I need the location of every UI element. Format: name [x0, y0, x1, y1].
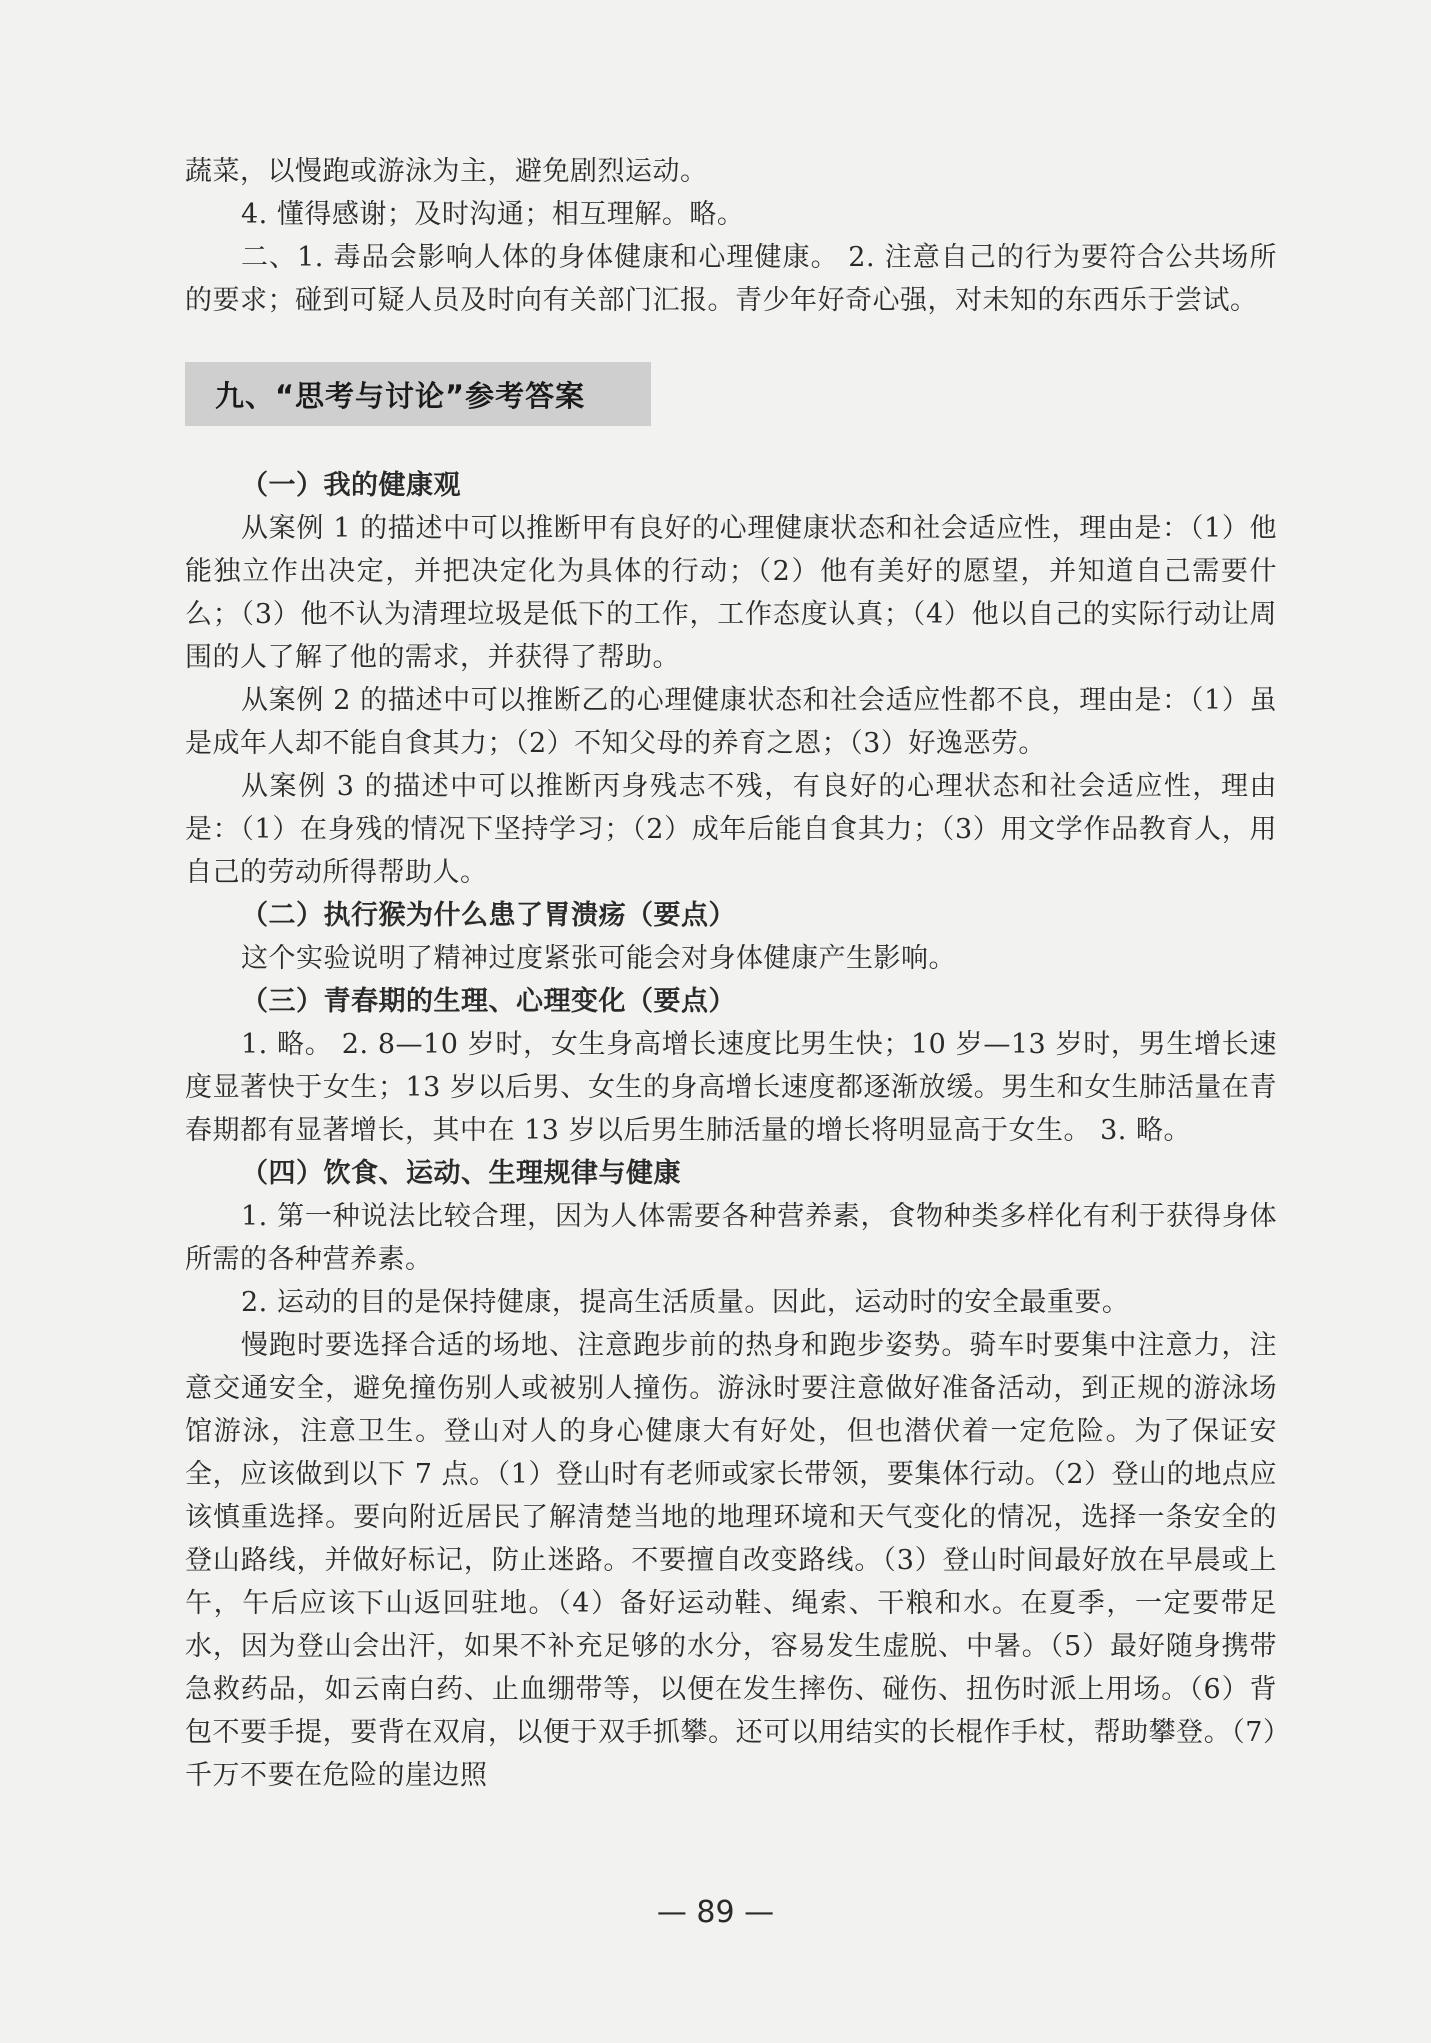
paragraph: 慢跑时要选择合适的场地、注意跑步前的热身和跑步姿势。骑车时要集中注意力，注意交通安全，避免撞伤别人或被别人撞伤。游泳时要注意做好准备活动，到正规的游泳场馆游泳，注意卫生。登山对人的身心健康大有好处，但也潜伏着一定危险。为了保证安全，应该做到以下 7 点。（1）登山时有老师或家长带领，要集体行动。（2）登山的地点应该慎重选择。要向附近居民了解清楚当地的地理环境和天气变化的情况，选择一条安全的登山路线，并做好标记，防止迷路。不要擅自改变路线。（3）登山时间最好放在早晨或上午，午后应该下山返回驻地。（4）备好运动鞋、绳索、干粮和水。在夏季，一定要带足水，因为登山会出汗，如果不补充足够的水分，容易发生虚脱、中暑。（5）最好随身携带急救药品，如云南白药、止血绷带等，以便在发生摔伤、碰伤、扭伤时派上用场。（6）背包不要手提，要背在双肩，以便于双手抓攀。还可以用结实的长棍作手杖，帮助攀登。（7）千万不要在危险的崖边照	[185, 1330, 1277, 1791]
answer-item: 4. 懂得感谢；及时沟通；相互理解。略。	[241, 199, 745, 230]
paragraph: 2. 运动的目的是保持健康，提高生活质量。因此，运动时的安全最重要。	[241, 1287, 1130, 1318]
paragraph: 从案例 3 的描述中可以推断丙身残志不残，有良好的心理状态和社会适应性，理由是：（1）在身残的情况下坚持学习；（2）成年后能自食其力；（3）用文学作品教育人，用自己的劳动所得帮助人。	[185, 771, 1277, 888]
section-heading-box	[185, 362, 651, 426]
subsection-title: （二）执行猴为什么患了胃溃疡（要点）	[241, 900, 736, 931]
subsection-title: （四）饮食、运动、生理规律与健康	[241, 1158, 681, 1189]
text-line: 蔬菜，以慢跑或游泳为主，避免剧烈运动。	[185, 156, 708, 187]
paragraph: 1. 略。 2. 8—10 岁时，女生身高增长速度比男生快；10 岁—13 岁时，男生增长速度显著快于女生；13 岁以后男、女生的身高增长速度都逐渐放缓。男生和女生肺活量在青春期都有显著增长，其中在 13 岁以后男生肺活量的增长将明显高于女生。 3. 略。	[185, 1029, 1277, 1146]
subsection-title: （一）我的健康观	[241, 470, 461, 501]
section-title: 九、“思考与讨论”参考答案	[215, 378, 586, 413]
page-content	[185, 150, 1277, 1797]
paragraph: 这个实验说明了精神过度紧张可能会对身体健康产生影响。	[241, 943, 956, 974]
answer-item: 二、1. 毒品会影响人体的身体健康和心理健康。 2. 注意自己的行为要符合公共场所的要求；碰到可疑人员及时向有关部门汇报。青少年好奇心强，对未知的东西乐于尝试。	[185, 242, 1277, 316]
paragraph: 从案例 1 的描述中可以推断甲有良好的心理健康状态和社会适应性，理由是：（1）他能独立作出决定，并把决定化为具体的行动；（2）他有美好的愿望，并知道自己需要什么；（3）他不认为清理垃圾是低下的工作，工作态度认真；（4）他以自己的实际行动让周围的人了解了他的需求，并获得了帮助。	[185, 513, 1277, 673]
paragraph: 从案例 2 的描述中可以推断乙的心理健康状态和社会适应性都不良，理由是：（1）虽是成年人却不能自食其力；（2）不知父母的养育之恩；（3）好逸恶劳。	[185, 685, 1277, 759]
paragraph: 1. 第一种说法比较合理，因为人体需要各种营养素，食物种类多样化有利于获得身体所需的各种营养素。	[185, 1201, 1277, 1275]
subsection-title: （三）青春期的生理、心理变化（要点）	[241, 986, 736, 1017]
page-number: — 89 —	[656, 1895, 775, 1930]
